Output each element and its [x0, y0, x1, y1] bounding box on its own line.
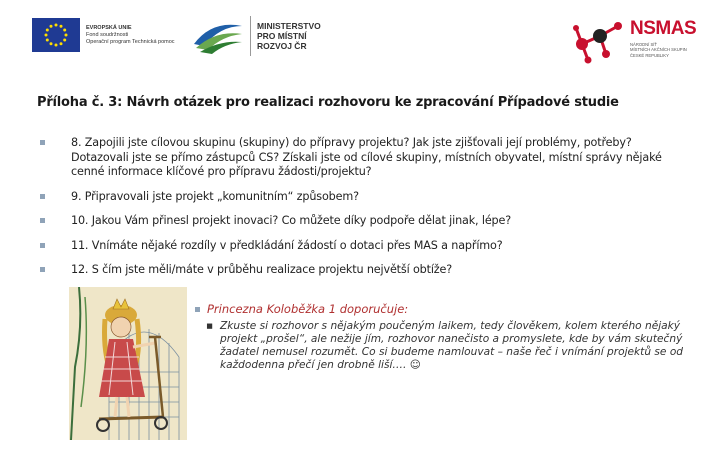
recommendation-text: ▪ Zkuste si rozhovor s nějakým poučeným laikem, tedy člověkem, kolem kterého nějaký projekt „prošel“, ale nežije jím, rozhovor nanečisto a promyslete, kde by vám skutečný žadatel nemusel rozumět. Co si budeme namlouvat – naše řeč i vnímání projektů se od každodenna přečí jen drobně liší…. ☺ [206, 320, 684, 371]
bullet-icon [195, 307, 200, 312]
mmr-logo-text: MINISTERSTVO PRO MÍSTNÍ ROZVOJ ČR [257, 21, 321, 51]
page-title: Příloha č. 3: Návrh otázek pro realizaci rozhovoru ke zpracování Případové studie [37, 95, 619, 110]
mmr-logo [190, 16, 321, 56]
list-item: 12. S čím jste měli/máte v průběhu realizace projektu největší obtíže? [40, 263, 690, 278]
list-item: 8. Zapojili jste cílovou skupinu (skupiny) do přípravy projektu? Jak jste zjišťovali její problémy, potřeby? Dotazovali jste se přímo zástupců CS? Získali jste od cílové skupiny, místních obyvatel, místní správy nějaké cenné informace klíčové pro přípravu žádosti/projektu? [40, 136, 690, 180]
bullet-icon [40, 194, 45, 199]
bullet-icon [40, 267, 45, 272]
bullet-icon [40, 243, 45, 248]
sub-bullet-icon: ▪ [206, 320, 214, 332]
bullet-icon [40, 140, 45, 145]
nsmas-subtitle: NÁRODNÍ SÍŤ MÍSTNÍCH AKČNÍCH SKUPIN ČESKÉ REPUBLIKY [630, 42, 687, 58]
mmr-divider [250, 16, 251, 56]
list-item: 10. Jakou Vám přinesl projekt inovaci? Co můžete díky podpoře dělat jinak, lépe? [40, 214, 690, 229]
question-list [40, 136, 690, 288]
bullet-icon [40, 218, 45, 223]
eu-logo-text: EVROPSKÁ UNIE Fond soudržnosti Operační program Technická pomoc [86, 24, 175, 45]
eu-logo [32, 18, 175, 52]
nsmas-network-icon [566, 14, 628, 68]
list-item: 9. Připravovali jste projekt „komunitním“ způsobem? [40, 190, 690, 205]
nsmas-logo [566, 14, 698, 68]
princess-scooter-drawing [69, 287, 187, 440]
mmr-emblem-icon [190, 16, 246, 56]
recommendation-title: Princezna Koloběžka 1 doporučuje: [195, 302, 705, 316]
recommendation-block [195, 302, 705, 372]
nsmas-title: NSMAS [630, 18, 697, 39]
eu-flag-icon [32, 18, 80, 52]
list-item: 11. Vnímáte nějaké rozdíly v předkládání žádostí o dotaci přes MAS a napřímo? [40, 239, 690, 254]
